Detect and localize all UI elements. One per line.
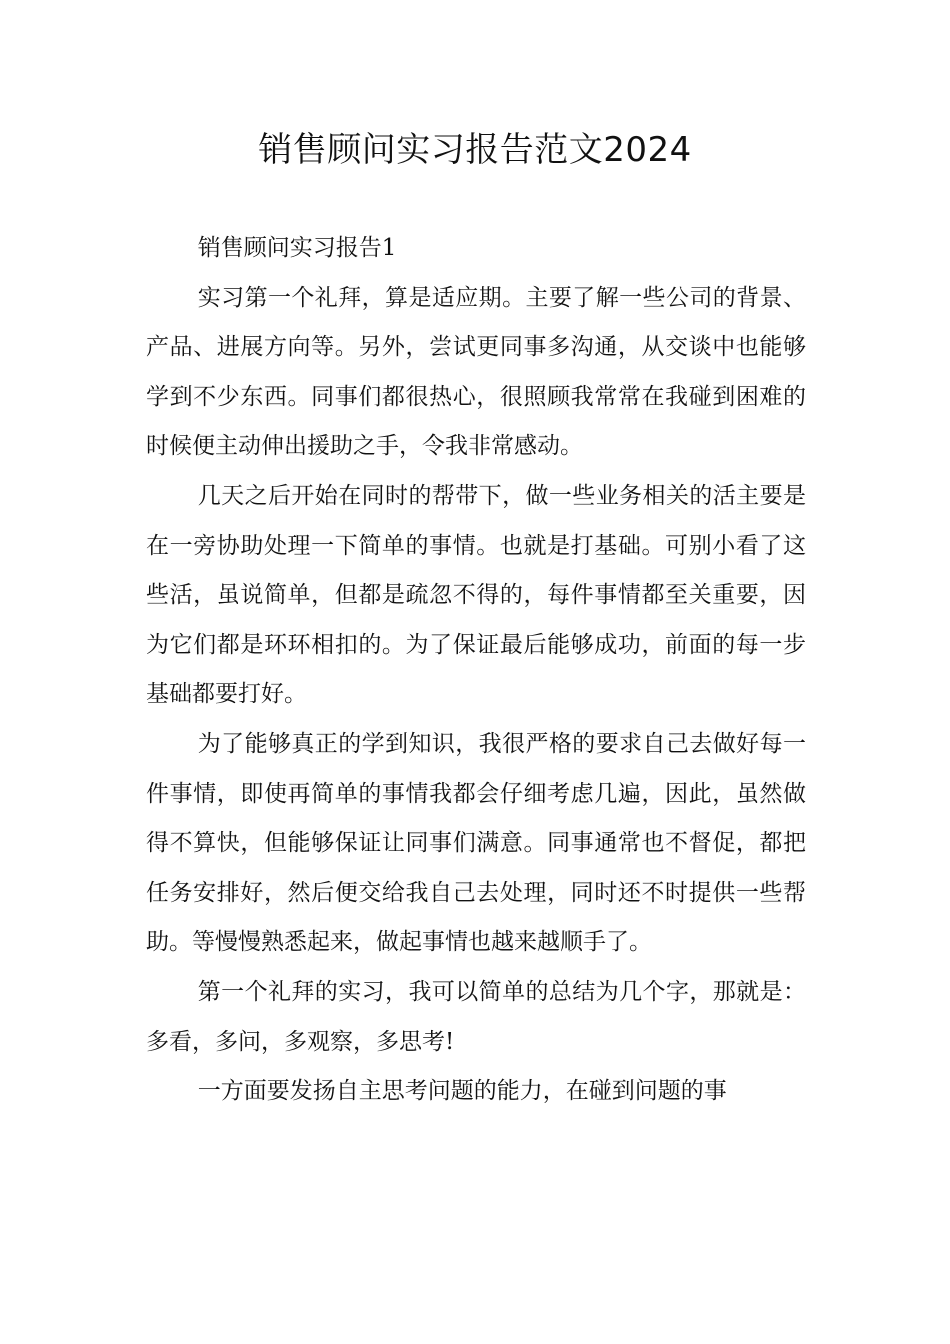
paragraph: 为了能够真正的学到知识，我很严格的要求自己去做好每一件事情，即使再简单的事情我都会仔细考虑几遍，因此，虽然做得不算快，但能够保证让同事们满意。同事通常也不督促，都把任务安排好，然后便交给我自己去处理，同时还不时提供一些帮助。等慢慢熟悉起来，做起事情也越来越顺手了。: [146, 730, 806, 956]
paragraph: 第一个礼拜的实习，我可以简单的总结为几个字，那就是：多看，多问，多观察，多思考!: [146, 978, 806, 1055]
section-heading: 销售顾问实习报告1: [197, 235, 397, 261]
document-title: 销售顾问实习报告范文2024: [258, 130, 692, 170]
paragraph: 一方面要发扬自主思考问题的能力，在碰到问题的事: [197, 1078, 727, 1105]
paragraph: 实习第一个礼拜，算是适应期。主要了解一些公司的背景、产品、进展方向等。另外，尝试更同事多沟通，从交谈中也能够学到不少东西。同事们都很热心，很照顾我常常在我碰到困难的时候便主动伸出援助之手，令我非常感动。: [146, 284, 806, 460]
paragraph: 几天之后开始在同时的帮带下，做一些业务相关的活主要是在一旁协助处理一下简单的事情。也就是打基础。可别小看了这些活，虽说简单，但都是疏忽不得的，每件事情都至关重要，因为它们都是环环相扣的。为了保证最后能够成功，前面的每一步基础都要打好。: [146, 482, 806, 708]
document-body: [146, 224, 806, 1117]
